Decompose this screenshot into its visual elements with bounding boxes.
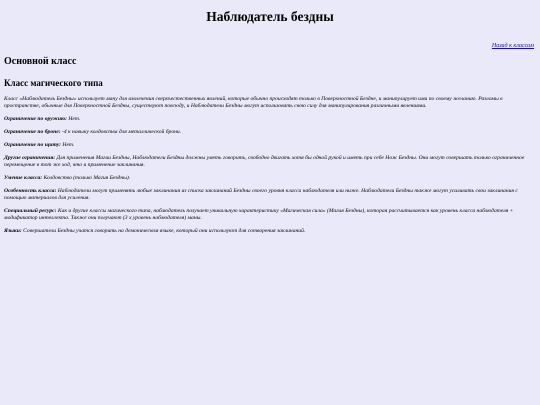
weapon-restriction-value: Нет. xyxy=(66,116,81,122)
page-title: Наблюдатель бездны xyxy=(206,9,334,24)
intro-paragraph: Класс «Наблюдатель Бездны» использует ману для извлечения сверхъестественных явлений, которые обычно происходят только в Поверхностной Бездне, и манипулирует ими по своему желанию. Разломы в пространстве, обычные для Поверхностной Бездны, существуют повсюду, и Наблюдатели Бездны могут использовать свою силу для манипулирования различными явлениями. xyxy=(4,96,503,109)
shield-restriction xyxy=(4,142,536,149)
special-resource-label: Специальный ресурс: xyxy=(4,208,57,214)
weapon-restriction xyxy=(4,116,536,123)
section-heading-main-class: Основной класс xyxy=(4,56,77,67)
languages-value: Совершатели Бездны учатся говорить на демоническом языке, который они используют для сотворения заклинаний. xyxy=(21,228,306,234)
class-feature-value: Наблюдатели могут применять любые заклинания из списка заклинаний Бездны своего уровня класса наблюдателя или ниже. Наблюдатели Бездны также могут усиливать свои заклинания с помощью материалов для усиления. xyxy=(4,188,518,201)
languages-label: Языки: xyxy=(4,228,22,234)
other-restrictions-label: Другие ограничения: xyxy=(4,155,56,161)
class-feature xyxy=(4,188,536,202)
class-feature-label: Особенность класса: xyxy=(4,188,57,194)
armor-restriction xyxy=(4,129,536,136)
languages xyxy=(4,228,536,235)
special-resource xyxy=(4,208,536,222)
class-skill-label: Умение класса: xyxy=(4,175,43,181)
other-restrictions-value: Для применения Магии Бездны, Наблюдатели Бездны должны уметь говорить, свободно двигать хотя бы одной рукой и иметь при себе Нож Бездны. Они могут совершать только ограниченное перемещение в тот же ход, что и применение заклинания. xyxy=(4,155,525,168)
shield-restriction-label: Ограничение по щиту: xyxy=(4,142,61,148)
class-skill-value: Колдовство (только Магия Бездны). xyxy=(42,175,131,181)
armor-restriction-value: -4 к навыку колдовства для металлической брони. xyxy=(60,129,182,135)
special-resource-value: Как и другие классы магического типа, наблюдатель получает уникальную характеристику «Магическая сила» (Магия Бездны), которая рассчитывается как уровень класса наблюдателя + модификатор интеллекта. Также они получают (3 x уровень наблюдателя) маны. xyxy=(4,208,514,221)
other-restrictions xyxy=(4,155,536,169)
section-heading-magic-class: Класс магического типа xyxy=(4,78,103,88)
armor-restriction-label: Ограничение по броне: xyxy=(4,129,61,135)
shield-restriction-value: Нет. xyxy=(61,142,75,148)
back-to-classes-link[interactable]: Назад к классам xyxy=(491,43,534,49)
weapon-restriction-label: Ограничение по оружию: xyxy=(4,116,67,122)
class-skill xyxy=(4,175,536,182)
back-row xyxy=(4,42,536,50)
